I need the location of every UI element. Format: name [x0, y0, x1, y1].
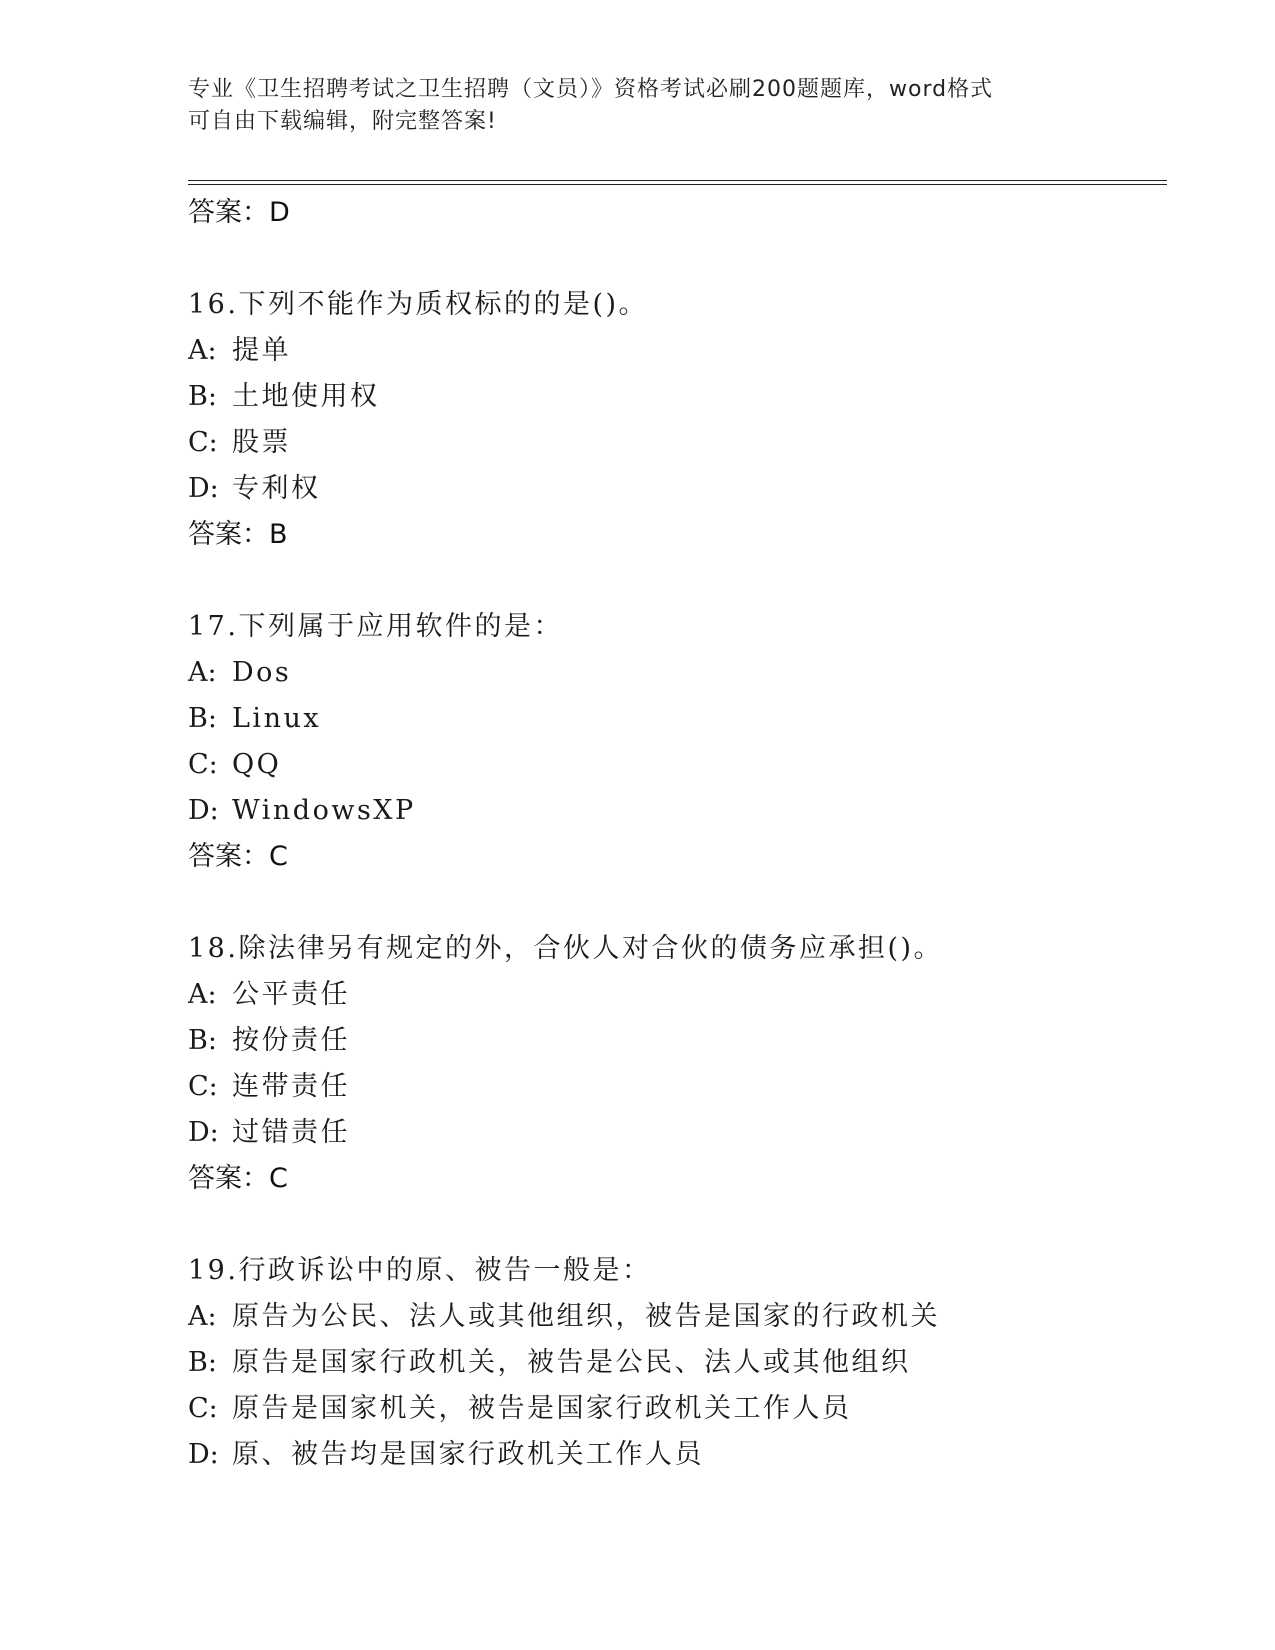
- question-block: [188, 1248, 1167, 1478]
- answer-line: 答案：D: [188, 197, 290, 228]
- question-text: 16.下列不能作为质权标的的是()。: [188, 289, 649, 320]
- option-letter: B:: [188, 381, 217, 412]
- answer-line: 答案：C: [188, 1163, 288, 1194]
- option-text: 原告是国家行政机关，被告是公民、法人或其他组织: [232, 1347, 911, 1378]
- page-header: [188, 74, 1088, 138]
- option-c: [188, 1064, 1167, 1110]
- option-c: [188, 742, 1167, 788]
- header-divider: [188, 180, 1167, 185]
- option-letter: B:: [188, 703, 217, 734]
- option-letter: C:: [188, 427, 218, 458]
- option-text: 土地使用权: [232, 381, 380, 412]
- option-letter: C:: [188, 749, 218, 780]
- option-text: 原告为公民、法人或其他组织，被告是国家的行政机关: [232, 1301, 940, 1332]
- option-text: 原、被告均是国家行政机关工作人员: [232, 1439, 704, 1470]
- option-b: [188, 696, 1167, 742]
- option-letter: D:: [188, 1117, 219, 1148]
- option-c: [188, 1386, 1167, 1432]
- option-text: 提单: [232, 335, 291, 366]
- header-line-1: 专业《卫生招聘考试之卫生招聘（文员）》资格考试必刷200题题库，word格式: [188, 77, 994, 102]
- option-a: [188, 650, 1167, 696]
- option-letter: A:: [188, 979, 217, 1010]
- option-a: [188, 328, 1167, 374]
- option-letter: A:: [188, 1301, 217, 1332]
- option-text: QQ: [232, 749, 282, 780]
- answer-line: 答案：C: [188, 841, 288, 872]
- question-list: [188, 190, 1167, 1478]
- option-b: [188, 1340, 1167, 1386]
- option-d: [188, 1432, 1167, 1478]
- option-text: 股票: [232, 427, 291, 458]
- option-c: [188, 420, 1167, 466]
- option-letter: A:: [188, 335, 217, 366]
- option-text: 连带责任: [232, 1071, 350, 1102]
- option-d: [188, 788, 1167, 834]
- header-line-2: 可自由下载编辑，附完整答案!: [188, 109, 497, 134]
- option-text: 公平责任: [232, 979, 350, 1010]
- option-letter: D:: [188, 1439, 219, 1470]
- question-text: 17.下列属于应用软件的是：: [188, 611, 563, 642]
- option-letter: A:: [188, 657, 217, 688]
- question-text: 19.行政诉讼中的原、被告一般是：: [188, 1255, 652, 1286]
- option-a: [188, 972, 1167, 1018]
- option-d: [188, 466, 1167, 512]
- option-letter: B:: [188, 1025, 217, 1056]
- option-letter: D:: [188, 473, 219, 504]
- question-block: [188, 926, 1167, 1202]
- option-text: Dos: [232, 657, 292, 688]
- option-text: Linux: [232, 703, 322, 734]
- option-text: WindowsXP: [232, 795, 416, 826]
- question-text: 18.除法律另有规定的外，合伙人对合伙的债务应承担()。: [188, 933, 944, 964]
- option-b: [188, 1018, 1167, 1064]
- option-d: [188, 1110, 1167, 1156]
- option-letter: B:: [188, 1347, 217, 1378]
- option-letter: C:: [188, 1071, 218, 1102]
- question-block: [188, 604, 1167, 880]
- option-text: 过错责任: [232, 1117, 350, 1148]
- option-a: [188, 1294, 1167, 1340]
- option-text: 专利权: [232, 473, 321, 504]
- answer-line: 答案：B: [188, 519, 288, 550]
- option-letter: C:: [188, 1393, 218, 1424]
- option-b: [188, 374, 1167, 420]
- question-block: [188, 282, 1167, 558]
- option-text: 按份责任: [232, 1025, 350, 1056]
- option-text: 原告是国家机关，被告是国家行政机关工作人员: [232, 1393, 852, 1424]
- option-letter: D:: [188, 795, 219, 826]
